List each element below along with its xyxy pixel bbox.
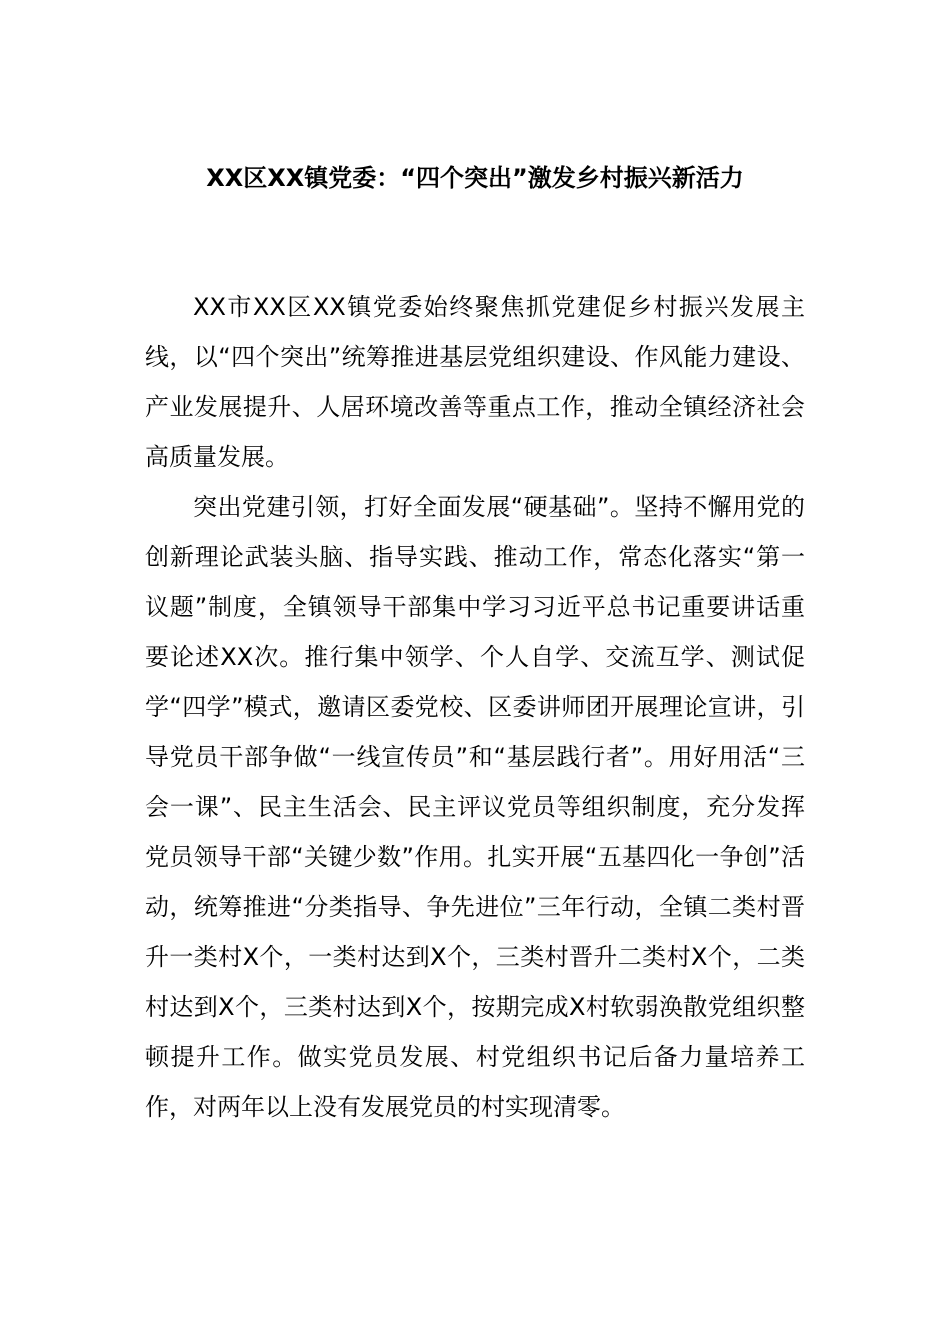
document-title: XX区XX镇党委：“四个突出”激发乡村振兴新活力 [206,164,744,192]
paragraph-intro: XX市XX区XX镇党委始终聚焦抓党建促乡村振兴发展主线，以“四个突出”统筹推进基层党组织建设、作风能力建设、产业发展提升、人居环境改善等重点工作，推动全镇经济社会高质量发展。 [145,293,805,471]
document-body [145,282,805,1132]
paragraph-party-building: 突出党建引领，打好全面发展“硬基础”。坚持不懈用党的创新理论武装头脑、指导实践、推动工作，常态化落实“第一议题”制度，全镇领导干部集中学习习近平总书记重要讲话重要论述XX次。推行集中领学、个人自学、交流互学、测试促学“四学”模式，邀请区委党校、区委讲师团开展理论宣讲，引导党员干部争做“一线宣传员”和“基层践行者”。用好用活“三会一课”、民主生活会、民主评议党员等组织制度，充分发挥党员领导干部“关键少数”作用。扎实开展“五基四化一争创”活动，统筹推进“分类指导、争先进位”三年行动，全镇二类村晋升一类村X个，一类村达到X个，三类村晋升二类村X个，二类村达到X个，三类村达到X个，按期完成X村软弱涣散党组织整顿提升工作。做实党员发展、村党组织书记后备力量培养工作，对两年以上没有发展党员的村实现清零。 [145,493,805,1121]
